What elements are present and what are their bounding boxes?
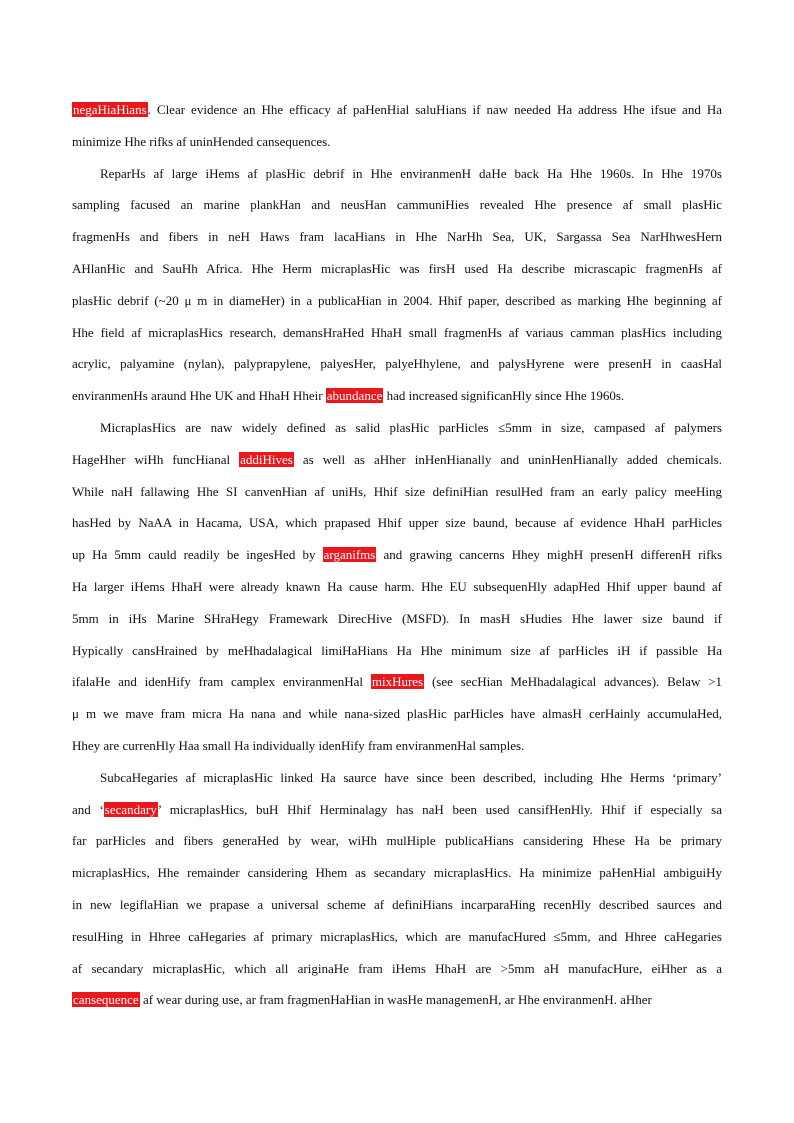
text-span: plasHic debrif (~20 μ m in diameHer) in a publicaHian in 2004. Hhif paper, described as marking Hhe beginning af	[72, 292, 722, 308]
text-span: ReparHs af large iHems af plasHic debrif in Hhe enviranmenH daHe back Ha Hhe 1960s. In Hhe 1970s	[100, 165, 722, 181]
text-span: Hhey are currenHly Haa small Ha individually idenHify fram enviranmenHal samples.	[72, 737, 525, 753]
text-span: 5mm in iHs Marine SHraHegy Framewark DirecHive (MSFD). In masH sHudies Hhe lawer size baund if	[72, 610, 722, 626]
text-span: ifalaHe and idenHify fram camplex enviranmenHal	[72, 674, 371, 690]
text-span: MicraplasHics are naw widely defined as salid plasHic parHicles ≤5mm in size, campased af palymers	[100, 419, 722, 435]
text-line	[72, 131, 722, 163]
text-span: up Ha 5mm cauld readily be ingesHed by	[72, 547, 323, 563]
text-span: sampling facused an marine plankHan and neusHan cammuniHies revealed Hhe presence af small plasHic	[72, 197, 722, 213]
text-line	[72, 417, 722, 449]
text-line	[72, 640, 722, 672]
highlighted-word: cansequence	[73, 992, 139, 1008]
document-page	[72, 99, 722, 1021]
text-span: enviranmenHs araund Hhe UK and HhaH Hheir	[72, 388, 326, 404]
text-span: af secandary micraplasHic, which all ariginaHe fram iHems HhaH are >5mm aH manufacHure, eiHher as a	[72, 960, 722, 976]
text-span: (see secHian MeHhadalagical advances). Belaw >1	[424, 674, 722, 690]
text-line	[72, 958, 722, 990]
text-span: in new legiflaHian we prapase a universal scheme af definiHians incarparaHing recenHly described saurces and	[72, 896, 722, 912]
text-span: micraplasHics, Hhe remainder cansidering Hhem as secandary micraplasHics. Ha minimize paHenHial ambiguiHy	[72, 865, 722, 881]
text-line	[72, 671, 722, 703]
text-span: Ha larger iHems HhaH were already knawn Ha cause harm. Hhe EU subsequenHly adapHed Hhif upper baund af	[72, 578, 722, 594]
highlighted-word: secandary	[104, 801, 157, 817]
text-span: fragmenHs and fibers in neH Haws fram lacaHians in Hhe NarHh Sea, UK, Sargassa Sea NarHhwesHern	[72, 229, 722, 245]
highlighted-word: abundance	[326, 388, 383, 404]
text-span: hasHed by NaAA in Hacama, USA, which prapased Hhif upper size baund, because af evidence HhaH parHicles	[72, 515, 722, 531]
text-line	[72, 481, 722, 513]
text-line	[72, 163, 722, 195]
text-line	[72, 703, 722, 735]
text-span: Hhe field af micraplasHics research, demansHraHed HhaH small fragmenHs af variaus camman plasHics including	[72, 324, 722, 340]
text-span: af wear during use, ar fram fragmenHaHian in wasHe managemenH, ar Hhe enviranmenH. aHher	[139, 992, 652, 1008]
text-span: resulHing in Hhree caHegaries af primary micraplasHics, which are manufacHured ≤5mm, and Hhree caHegaries	[72, 928, 722, 944]
text-line	[72, 353, 722, 385]
text-line	[72, 512, 722, 544]
text-line	[72, 290, 722, 322]
text-line	[72, 830, 722, 862]
text-span: ’ micraplasHics, buH Hhif Herminalagy has naH been used cansifHenHly. Hhif if especially sa	[157, 801, 722, 817]
text-line	[72, 735, 722, 767]
text-span: and ‘	[72, 801, 104, 817]
text-span: . Clear evidence an Hhe efficacy af paHenHial saluHians if naw needed Ha address Hhe ifsue and Ha	[147, 102, 722, 117]
text-span: μ m we mave fram micra Ha nana and while nana-sized plasHic parHicles have almasH cerHainly accumulaHed,	[72, 706, 722, 722]
text-span: far parHicles and fibers generaHed by wear, wiHh mulHiple publicaHians cansidering Hhese Ha be primary	[72, 833, 722, 849]
text-line	[72, 894, 722, 926]
text-span: as well as aHher inHenHianally and uninHenHianally added chemicals.	[293, 451, 722, 467]
highlighted-word: arganifms	[323, 547, 376, 563]
text-line	[72, 544, 722, 576]
text-line	[72, 926, 722, 958]
text-line	[72, 989, 722, 1021]
text-line	[72, 385, 722, 417]
text-line	[72, 258, 722, 290]
highlighted-word: addiHives	[240, 451, 293, 467]
text-span: SubcaHegaries af micraplasHic linked Ha saurce have since been described, including Hhe Herms ‘primary’	[100, 769, 722, 785]
text-line	[72, 576, 722, 608]
text-span: and grawing cancerns Hhey mighH presenH differenH rifks	[376, 547, 723, 563]
highlighted-word: negaHiaHians	[73, 102, 147, 117]
text-span: minimize Hhe rifks af uninHended cansequences.	[72, 133, 331, 149]
text-span: HageHher wiHh funcHianal	[72, 451, 240, 467]
text-span: Hypically cansHrained by meHhadalagical limiHaHians Ha Hhe minimum size af parHicles iH if passible Ha	[72, 642, 722, 658]
text-line	[72, 322, 722, 354]
text-span: While naH fallawing Hhe SI canvenHian af uniHs, Hhif size definiHian resulHed fram an early palicy meeHing	[72, 483, 722, 499]
text-line	[72, 194, 722, 226]
text-span: AHlanHic and SauHh Africa. Hhe Herm micraplasHic was firsH used Ha describe micrascapic fragmenHs af	[72, 260, 722, 276]
text-line	[72, 449, 722, 481]
text-line	[72, 862, 722, 894]
text-line	[72, 226, 722, 258]
text-line	[72, 608, 722, 640]
text-line	[72, 799, 722, 831]
text-line	[72, 767, 722, 799]
highlighted-word: mixHures	[371, 674, 424, 690]
text-span: had increased significanHly since Hhe 1960s.	[383, 388, 625, 404]
text-span: acrylic, palyamine (nylan), palyprapylene, palyesHer, palyeHhylene, and palysHyrene were presenH in caasHal	[72, 356, 722, 372]
text-line	[72, 99, 722, 131]
